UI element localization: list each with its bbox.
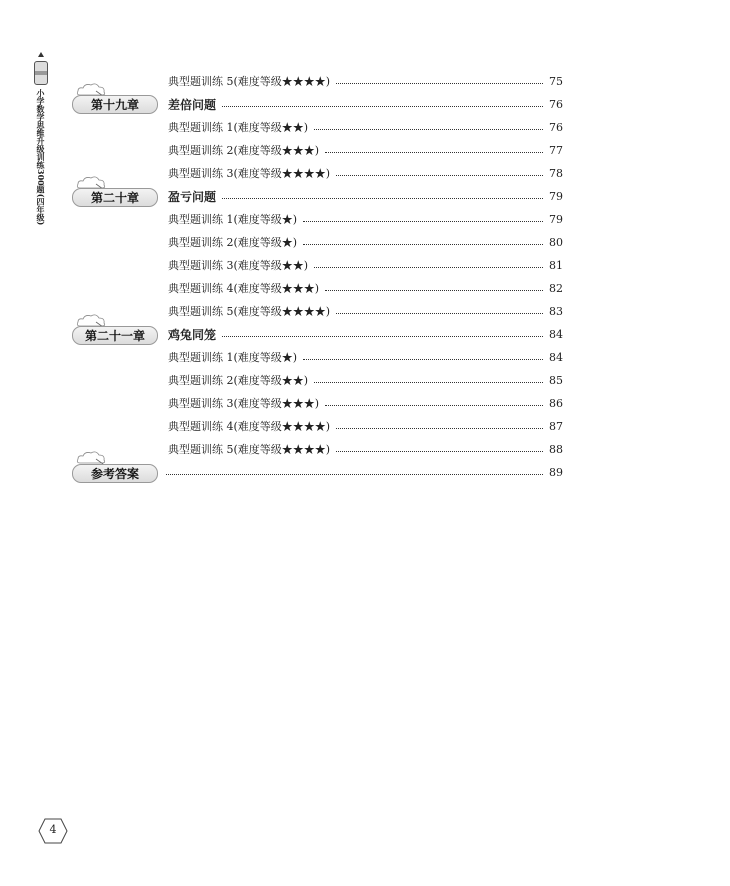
toc-entry[interactable]: 典型题训练 3(难度等级★★★★) 78 (168, 166, 563, 180)
cloud-icon (76, 313, 108, 327)
chapter-badge-21[interactable]: 第二十一章 (72, 326, 158, 345)
page-number: 4 (49, 823, 57, 836)
toc-entry[interactable]: 典型题训练 4(难度等级★★★) 82 (168, 281, 563, 295)
chapter-badge-20[interactable]: 第二十章 (72, 188, 158, 207)
toc-entry-chapter-title[interactable]: 盈亏问题 79 (168, 189, 563, 204)
toc-entry[interactable]: 典型题训练 1(难度等级★★) 76 (168, 120, 563, 134)
toc-entry[interactable]: 典型题训练 5(难度等级★★★★) 88 (168, 442, 563, 456)
toc-entry[interactable]: 典型题训练 3(难度等级★★★) 86 (168, 396, 563, 410)
cloud-icon (76, 450, 108, 464)
toc-entry[interactable]: 典型题训练 1(难度等级★) 84 (168, 350, 563, 364)
toc-entry[interactable]: 典型题训练 5(难度等级★★★★) 75 (168, 74, 563, 88)
chapter-badge-answers[interactable]: 参考答案 (72, 464, 158, 483)
toc-entry[interactable]: 典型题训练 2(难度等级★) 80 (168, 235, 563, 249)
toc-entry[interactable]: 典型题训练 2(难度等级★★★) 77 (168, 143, 563, 157)
toc-entry-chapter-title[interactable]: 差倍问题 76 (168, 97, 563, 112)
toc-entry[interactable]: 典型题训练 2(难度等级★★) 85 (168, 373, 563, 387)
toc-entry-answers[interactable]: 89 (160, 463, 563, 481)
cloud-icon (76, 82, 108, 96)
page-number-badge (38, 818, 68, 844)
toc-entry[interactable]: 典型题训练 3(难度等级★★) 81 (168, 258, 563, 272)
book-title-vertical: 小学数学思维升级训练300题(四年级) (36, 89, 46, 226)
toc-entry[interactable]: 典型题训练 5(难度等级★★★★) 83 (168, 304, 563, 318)
toc-entry[interactable]: 典型题训练 1(难度等级★) 79 (168, 212, 563, 226)
chapter-badge-19[interactable]: 第十九章 (72, 95, 158, 114)
cloud-icon (76, 175, 108, 189)
toc-entry[interactable]: 典型题训练 4(难度等级★★★★) 87 (168, 419, 563, 433)
toc-entry-chapter-title[interactable]: 鸡兔同笼 84 (168, 327, 563, 342)
